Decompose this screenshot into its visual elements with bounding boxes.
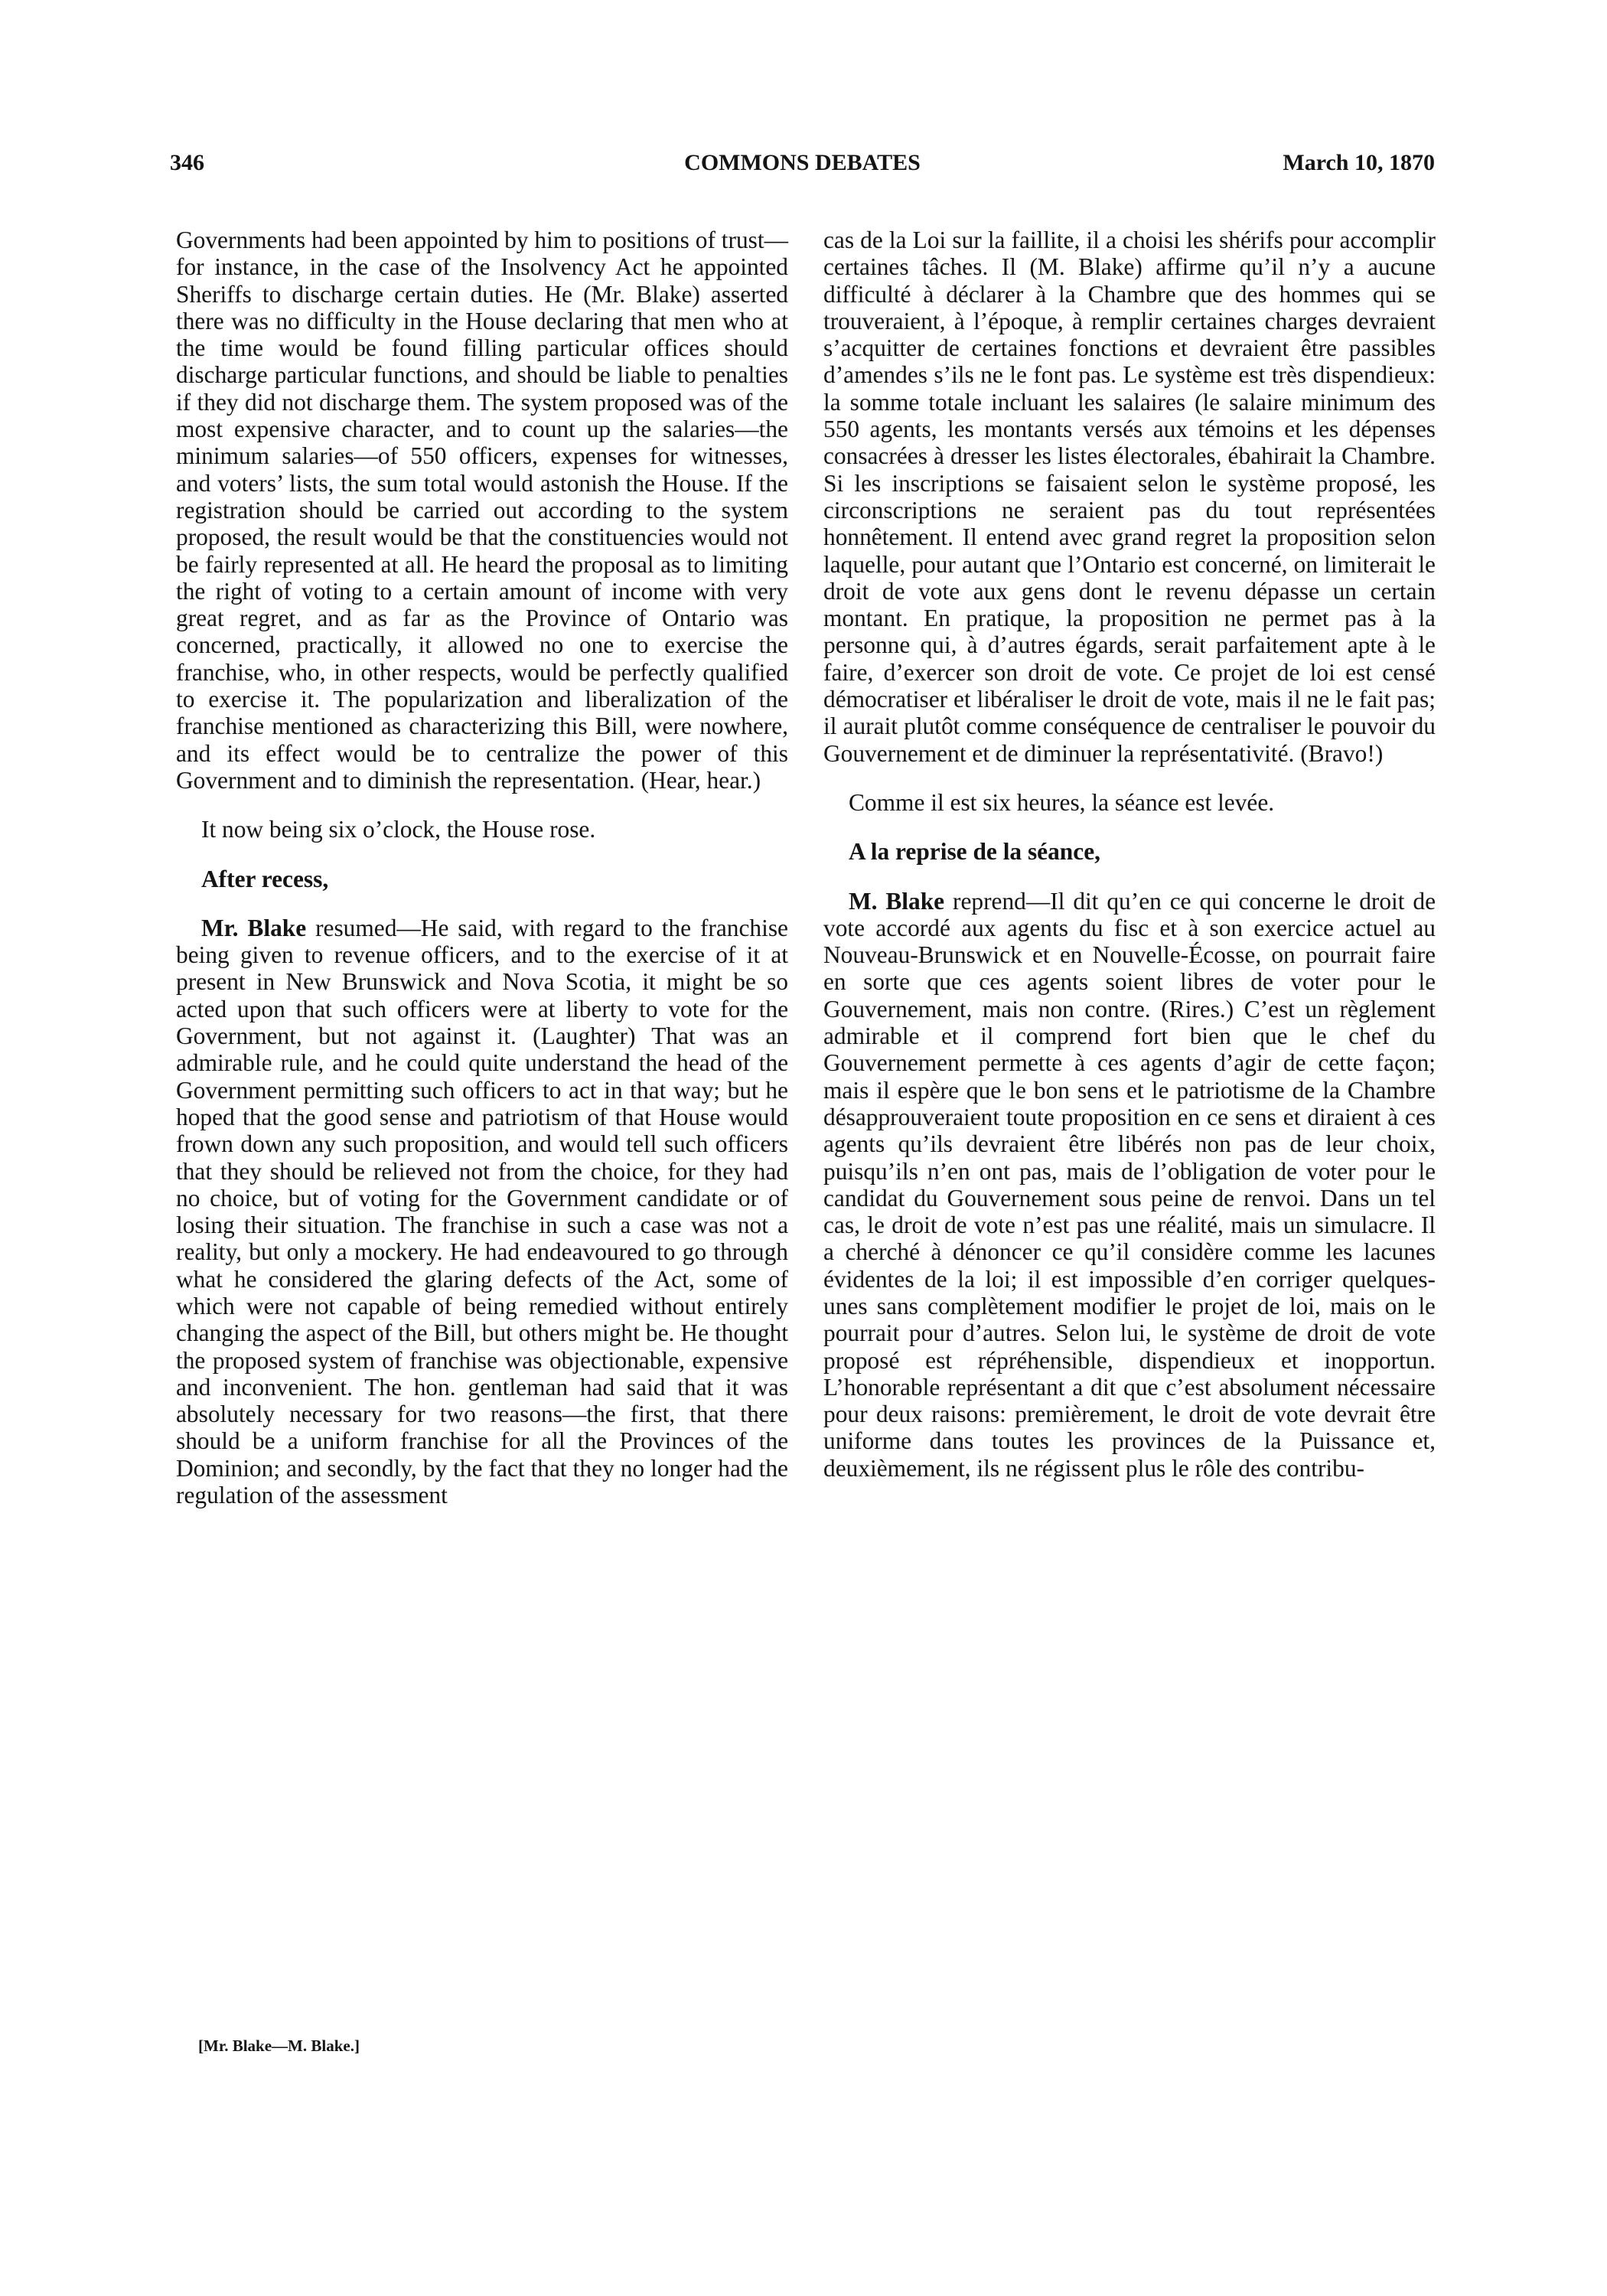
running-title: COMMONS DEBATES bbox=[684, 150, 921, 175]
page-date: March 10, 1870 bbox=[1283, 150, 1435, 175]
english-speaker-name: Mr. Blake bbox=[201, 914, 307, 941]
french-paragraph-1: cas de la Loi sur la faillite, il a choisi les shérifs pour accomplir certaines tâches. Il (M. Blake) affirme qu’il n’y a aucune difficulté à déclarer à la Chambre que des hommes qui se trouveraient, à l’époque, à remplir certaines charges devraient s’acquitter de certaines fonctions et devraient être passibles d’amendes s’ils ne le font pas. Le système est très dispendieux: la somme totale incluant les salaires (le salaire minimum des 550 agents, les montants versés aux témoins et les dépenses consacrées à dresser les listes électorales, ébahirait la Chambre. Si les inscriptions se faisaient selon le système proposé, les circonscriptions ne seraient pas du tout représentées honnêtement. Il entend avec grand regret la proposition selon laquelle, pour autant que l’Ontario est concerné, on limiterait le droit de vote aux gens dont le revenu dépasse un certain montant. En pratique, la proposition ne permet pas à la personne qui, à d’autres égards, serait parfaitement apte à le faire, d’exercer son droit de vote. Ce projet de loi est censé démocratiser et libéraliser le droit de vote, mais il ne le fait pas; il aurait plutôt comme conséquence de centraliser le pouvoir du Gouvernement et de diminuer la représentativité. (Bravo!) bbox=[823, 227, 1436, 767]
english-adjournment: It now being six o’clock, the House rose. bbox=[201, 816, 596, 843]
french-paragraph-3-text: reprend—Il dit qu’en ce qui concerne le droit de vote accordé aux agents du fisc et à son exercice actuel au Nouveau-Brunswick et en Nouvelle-Écosse, on pourrait faire en sorte que ces agents soient libres de voter pour le Gouvernement, mais non contre. (Rires.) C’est un règlement admirable et il comprend fort bien que le chef du Gouvernement permette à ces agents d’agir de cette façon; mais il espère que le bon sens et le patriotisme de la Chambre désapprouveraient toute proposition en ce sens et diraient à ces agents qu’ils devraient être libérés non pas de leur choix, puisqu’ils n’en ont pas, mais de l’obligation de voter pour le candidat du Gouvernement sous peine de renvoi. Dans un tel cas, le droit de vote n’est pas une réalité, mais un simulacre. Il a cherché à dénoncer ce qu’il considère comme les lacunes évidentes de la loi; il est impossible d’en corriger quelques-unes sans complètement modifier le projet de loi, mais on le pourrait pour d’autres. Selon lui, le système de droit de vote proposé est répréhensible, dispendieux et inopportun. L’honorable représentant a dit que c’est absolument nécessaire pour deux raisons: premièrement, le droit de vote devrait être uniforme dans toutes les provinces de la Puissance et, deuxièmement, ils ne régissent plus le rôle des contribu- bbox=[823, 887, 1436, 1482]
english-paragraph-3-text: resumed—He said, with regard to the franchise being given to revenue officers, and to the exercise of it at present in New Brunswick and Nova Scotia, it might be so acted upon that such officers were at liberty to vote for the Government, but not against it. (Laughter) That was an admirable rule, and he could quite understand the head of the Government permitting such officers to act in that way; but he hoped that the good sense and patriotism of that House would frown down any such proposition, and would tell such officers that they should be relieved not from the choice, for they had no choice, but of voting for the Government candidate or of losing their situation. The franchise in such a case was not a reality, but only a mockery. He had endeavoured to go through what he considered the glaring defects of the Act, some of which were not capable of being remedied without entirely changing the aspect of the Bill, but others might be. He thought the proposed system of franchise was objectionable, expensive and inconvenient. The hon. gentleman had said that it was absolutely necessary for two reasons—the first, that there should be a uniform franchise for all the Provinces of the Dominion; and secondly, by the fact that they no longer had the regulation of the assessment bbox=[176, 914, 788, 1509]
english-paragraph-1: Governments had been appointed by him to positions of trust—for instance, in the case of the Insolvency Act he appointed Sheriffs to discharge certain duties. He (Mr. Blake) asserted there was no difficulty in the House declaring that men who at the time would be found filling particular offices should discharge particular functions, and should be liable to penalties if they did not discharge them. The system proposed was of the most expensive character, and to count up the salaries—the minimum salaries—of 550 officers, expenses for witnesses, and voters’ lists, the sum total would astonish the House. If the registration should be carried out according to the system proposed, the result would be that the constituencies would not be fairly represented at all. He heard the proposal as to limiting the right of voting to a certain amount of income with very great regret, and as far as the Province of Ontario was concerned, practically, it allowed no one to exercise the franchise, who, in other respects, would be perfectly qualified to exercise it. The popularization and liberalization of the franchise mentioned as characterizing this Bill, were nowhere, and its effect would be to centralize the power of this Government and to diminish the representation. (Hear, hear.) bbox=[176, 227, 788, 794]
page-footer: [Mr. Blake—M. Blake.] bbox=[198, 2037, 360, 2055]
french-paragraph-3 bbox=[823, 888, 1436, 1482]
page-header bbox=[170, 150, 1435, 181]
french-adjournment: Comme il est six heures, la séance est levée. bbox=[849, 788, 1275, 816]
french-column bbox=[823, 227, 1436, 1482]
page-number: 346 bbox=[170, 150, 204, 175]
english-section-heading: After recess, bbox=[201, 865, 329, 892]
french-section-heading: A la reprise de la séance, bbox=[849, 838, 1100, 866]
french-speaker-name: M. Blake bbox=[849, 887, 945, 915]
english-column bbox=[176, 227, 788, 1508]
english-paragraph-3 bbox=[176, 915, 788, 1509]
